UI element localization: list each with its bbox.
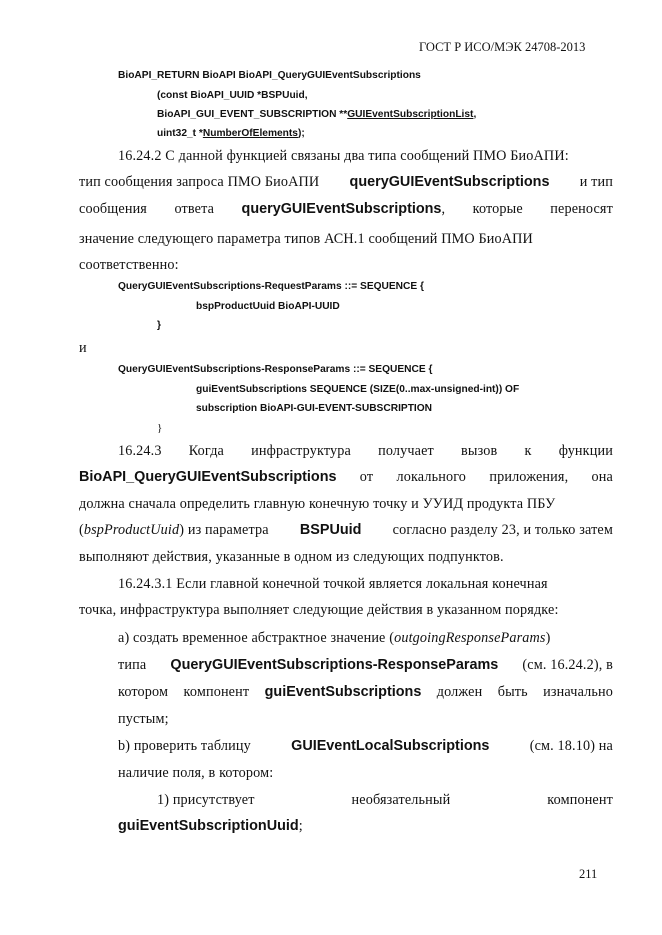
- code-line: guiEventSubscriptions SEQUENCE (SIZE(0..max-unsigned-int)) OF: [196, 384, 520, 395]
- conjunction: и: [79, 340, 87, 356]
- code-line: BioAPI_GUI_EVENT_SUBSCRIPTION **GUIEventSubscriptionList,: [157, 109, 477, 120]
- running-header: ГОСТ Р ИСО/МЭК 24708-2013: [419, 40, 586, 54]
- paragraph-line: значение следующего параметра типов АСН.1 сообщений ПМО БиоАПИ: [79, 231, 533, 247]
- code-line: }: [157, 422, 163, 434]
- code-line: (const BioAPI_UUID *BSPUuid,: [157, 90, 308, 101]
- paragraph-line: 16.24.3 Когда инфраструктура получает вызов к функции: [118, 443, 613, 459]
- list-item-line: котором компонент guiEventSubscriptions должен быть изначально: [118, 684, 613, 700]
- list-item-line: пустым;: [118, 711, 169, 727]
- list-item-line: типа QueryGUIEventSubscriptions-ResponseParams (см. 16.24.2), в: [118, 657, 613, 673]
- numberofelements-link[interactable]: NumberOfElements: [202, 128, 298, 139]
- code-line: QueryGUIEventSubscriptions-RequestParams ::= SEQUENCE {: [118, 281, 424, 292]
- paragraph-line: выполняют действия, указанные в одном из следующих подпунктов.: [79, 549, 504, 565]
- code-line: bspProductUuid BioAPI-UUID: [196, 301, 340, 312]
- code-line: BioAPI_RETURN BioAPI BioAPI_QueryGUIEventSubscriptions: [118, 70, 421, 81]
- paragraph-line: сообщения ответа queryGUIEventSubscriptions, которые переносят: [79, 201, 613, 217]
- list-item-line: а) создать временное абстрактное значение (outgoingResponseParams): [118, 630, 551, 646]
- guieventsubscriptionlist-link[interactable]: GUIEventSubscriptionList: [347, 109, 474, 120]
- code-line: uint32_t *NumberOfElements);: [157, 128, 305, 139]
- list-item-line: наличие поля, в котором:: [118, 765, 274, 781]
- paragraph-line: тип сообщения запроса ПМО БиоАПИ queryGUIEventSubscriptions и тип: [79, 174, 613, 190]
- paragraph-line: 16.24.3.1 Если главной конечной точкой является локальная конечная: [118, 576, 548, 592]
- paragraph-line: соответственно:: [79, 257, 179, 273]
- code-line: QueryGUIEventSubscriptions-ResponseParams ::= SEQUENCE {: [118, 364, 433, 375]
- paragraph-line: BioAPI_QueryGUIEventSubscriptions от локального приложения, она: [79, 469, 613, 485]
- page-number: 211: [579, 867, 598, 881]
- code-line: subscription BioAPI-GUI-EVENT-SUBSCRIPTION: [196, 403, 433, 414]
- list-item-line: guiEventSubscriptionUuid;: [118, 818, 303, 834]
- paragraph-line: точка, инфраструктура выполняет следующие действия в указанном порядке:: [79, 602, 559, 618]
- paragraph-line: должна сначала определить главную конечную точку и УУИД продукта ПБУ: [79, 496, 556, 512]
- paragraph-line: (bspProductUuid) из параметра BSPUuid согласно разделу 23, и только затем: [79, 522, 613, 538]
- list-item-line: 1) присутствует необязательный компонент: [157, 792, 613, 808]
- paragraph-line: 16.24.2 С данной функцией связаны два типа сообщений ПМО БиоАПИ:: [118, 148, 569, 164]
- code-line: }: [157, 320, 161, 331]
- list-item-line: b) проверить таблицу GUIEventLocalSubscriptions (см. 18.10) на: [118, 738, 613, 754]
